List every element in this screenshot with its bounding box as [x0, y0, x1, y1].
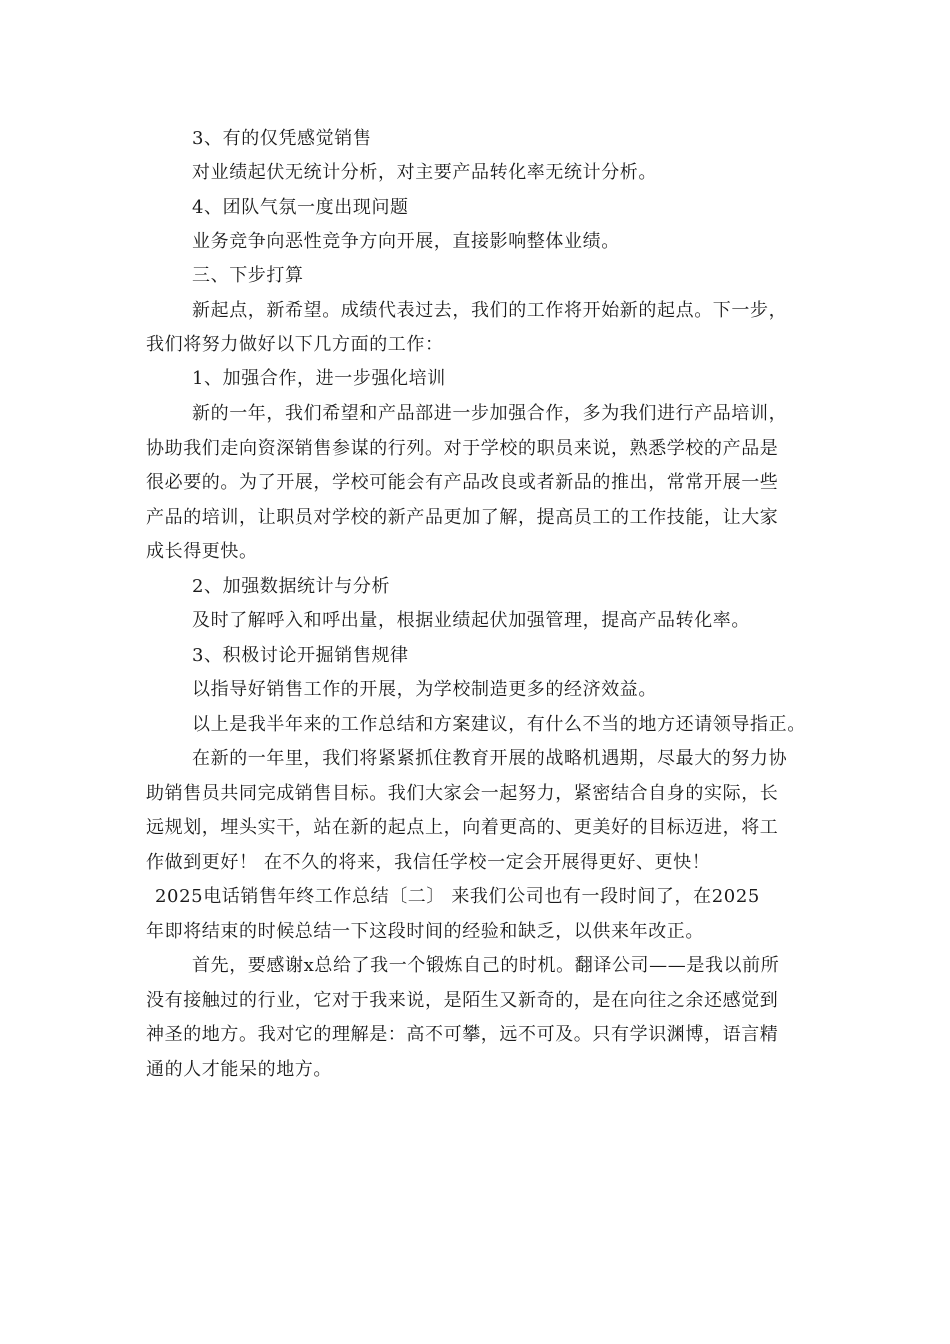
paragraph-line: 对业绩起伏无统计分析，对主要产品转化率无统计分析。: [192, 162, 657, 183]
paragraph-line: 在新的一年里，我们将紧紧抓住教育开展的战略机遇期，尽最大的努力协: [192, 748, 788, 769]
list-item-heading: 1、加强合作，进一步强化培训: [192, 368, 446, 389]
paragraph-line: 新的一年，我们希望和产品部进一步加强合作，多为我们进行产品培训，: [192, 403, 788, 424]
paragraph-line: 我们将努力做好以下几方面的工作：: [146, 334, 444, 355]
document-subtitle-line: 2025电话销售年终工作总结〔二〕 来我们公司也有一段时间了，在2025: [155, 886, 760, 907]
paragraph-line: 业务竞争向恶性竞争方向开展，直接影响整体业绩。: [192, 231, 620, 252]
paragraph-line: 协助我们走向资深销售参谋的行列。对于学校的职员来说，熟悉学校的产品是: [146, 438, 779, 459]
paragraph-line: 没有接触过的行业，它对于我来说，是陌生又新奇的，是在向往之余还感觉到: [146, 990, 779, 1011]
list-item-heading: 3、有的仅凭感觉销售: [192, 128, 372, 149]
list-item-heading: 3、积极讨论开掘销售规律: [192, 645, 409, 666]
paragraph-line: 神圣的地方。我对它的理解是：高不可攀，远不可及。只有学识渊博，语言精: [146, 1024, 779, 1045]
paragraph-line: 以上是我半年来的工作总结和方案建议，有什么不当的地方还请领导指正。: [192, 714, 806, 735]
paragraph-line: 首先，要感谢x总给了我一个锻炼自己的时机。翻译公司——是我以前所: [192, 955, 780, 976]
paragraph-line: 新起点，新希望。成绩代表过去，我们的工作将开始新的起点。下一步，: [192, 300, 788, 321]
paragraph-line: 助销售员共同完成销售目标。我们大家会一起努力，紧密结合自身的实际，长: [146, 783, 779, 804]
paragraph-line: 远规划，埋头实干，站在新的起点上，向着更高的、更美好的目标迈进，将工: [146, 817, 779, 838]
paragraph-line: 年即将结束的时候总结一下这段时间的经验和缺乏，以供来年改正。: [146, 921, 704, 942]
section-heading: 三、下步打算: [192, 265, 304, 286]
paragraph-line: 及时了解呼入和呼出量，根据业绩起伏加强管理，提高产品转化率。: [192, 610, 750, 631]
paragraph-line: 通的人才能呆的地方。: [146, 1059, 332, 1080]
list-item-heading: 4、团队气氛一度出现问题: [192, 197, 409, 218]
paragraph-line: 作做到更好！ 在不久的将来，我信任学校一定会开展得更好、更快！: [146, 852, 711, 873]
paragraph-line: 产品的培训，让职员对学校的新产品更加了解，提高员工的工作技能，让大家: [146, 507, 779, 528]
paragraph-line: 很必要的。为了开展，学校可能会有产品改良或者新品的推出，常常开展一些: [146, 472, 779, 493]
paragraph-line: 成长得更快。: [146, 541, 258, 562]
list-item-heading: 2、加强数据统计与分析: [192, 576, 391, 597]
paragraph-line: 以指导好销售工作的开展，为学校制造更多的经济效益。: [192, 679, 657, 700]
